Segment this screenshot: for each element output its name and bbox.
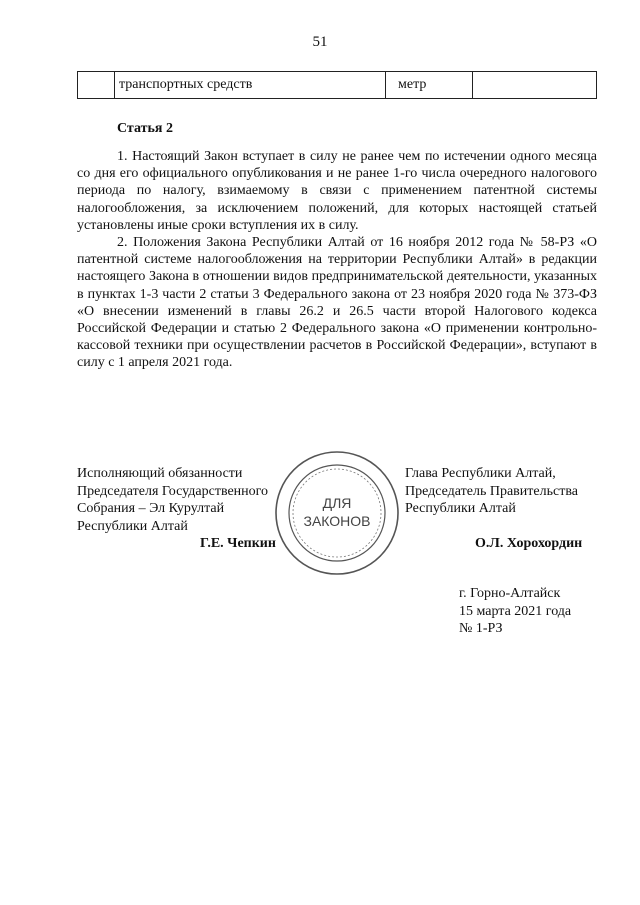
stamp-text: ЗАКОНОВ [303,513,371,529]
signature-title-line: Исполняющий обязанности [77,466,243,481]
signature-title-line: Председатель Правительства [405,483,578,499]
signature-block-left [77,465,297,535]
stamp-text: ДЛЯ [322,495,352,511]
table-row [78,72,597,99]
signature-title-line: Республики Алтай [77,518,188,534]
table-cell: транспортных средств [115,72,386,99]
table-cell [473,72,597,99]
paragraph-1: 1. Настоящий Закон вступает в силу не ранее чем по истечении одного месяца со дня его официального опубликования и не ранее 1-го числа очередного налогового периода по налогу, взимаемому в связи с применением патентной системы налогообложения, за исключением положений, для которых настоящей статьей установлены иные сроки вступления их в силу. [77,149,597,233]
official-stamp [272,448,402,578]
signer-name-right: О.Л. Хорохордин [475,536,583,551]
signature-title-line: Собрания – Эл Курултай [77,501,225,516]
table-cell: метр [386,72,473,99]
signer-name-left: Г.Е. Чепкин [200,536,276,551]
table-tail [77,71,597,99]
place-block [459,585,571,638]
article-heading: Статья 2 [117,121,173,136]
place-date: 15 марта 2021 года [459,603,572,619]
paragraph-2: 2. Положения Закона Республики Алтай от 16 ноября 2012 года № 58-РЗ «О патентной системе налогообложения на территории Республики Алтай» в редакции настоящего Закона в отношении видов предпринимательской деятельности, указанных в пунктах 1-3 части 2 статьи 3 Федерального закона от 23 ноября 2020 года № 373-ФЗ «О внесении изменений в главы 26.2 и 26.5 части второй Налогового кодекса Российской Федерации и статью 2 Федерального закона «О применении контрольно-кассовой техники при осуществлении расчетов в Российской Федерации», вступают в силу с 1 апреля 2021 года. [77,235,597,371]
signature-title-line: Республики Алтай [405,501,516,516]
signature-title-line: Глава Республики Алтай, [405,466,556,481]
place-city: г. Горно-Алтайск [459,586,561,601]
signature-title-line: Председателя Государственного [77,483,269,499]
signature-block-right [405,465,605,518]
page-number: 51 [312,34,328,50]
table-cell [78,72,115,99]
law-number: № 1-РЗ [459,621,503,636]
